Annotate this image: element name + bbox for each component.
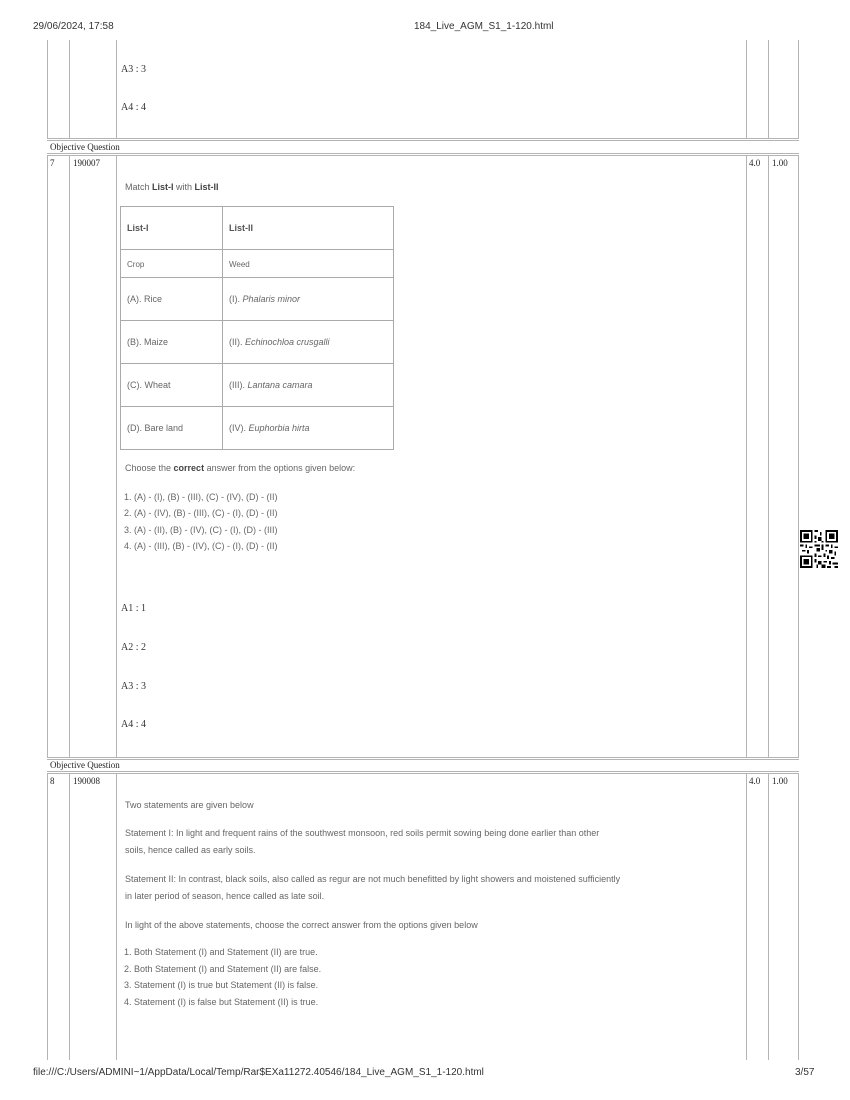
question-number: 8 <box>50 776 55 786</box>
negative-marks: 1.00 <box>772 776 788 786</box>
question-type-label: Objective Question <box>50 760 120 770</box>
negative-marks: 1.00 <box>772 158 788 168</box>
question-number: 7 <box>50 158 55 168</box>
weed-name: Echinochloa crusgalli <box>245 337 330 347</box>
table-row <box>121 278 394 321</box>
column-header: List-I <box>127 223 149 233</box>
weed-numeral: (III). <box>229 380 248 390</box>
qr-code-icon <box>800 530 838 568</box>
crop-cell: (B). Maize <box>121 321 223 364</box>
option-item: 4. (A) - (III), (B) - (IV), (C) - (I), (D) - (II) <box>124 541 278 551</box>
question-marks: 4.0 <box>749 158 761 168</box>
statement-2-line-2: in later period of season, hence called as late soil. <box>125 891 325 901</box>
option-item: 2. Both Statement (I) and Statement (II) are false. <box>124 964 322 974</box>
crop-cell: (C). Wheat <box>121 364 223 407</box>
weed-numeral: (IV). <box>229 423 249 433</box>
option-item: 1. Both Statement (I) and Statement (II) are true. <box>124 947 318 957</box>
weed-numeral: (I). <box>229 294 243 304</box>
question-id: 190007 <box>73 158 100 168</box>
statement-1-line-1: Statement I: In light and frequent rains of the southwest monsoon, red soils permit sowing being done earlier than other <box>125 828 600 838</box>
choose-instruction: In light of the above statements, choose the correct answer from the options given below <box>125 920 478 930</box>
column-header: List-II <box>229 223 253 233</box>
option-item: 1. (A) - (I), (B) - (III), (C) - (IV), (D) - (II) <box>124 492 278 502</box>
option-item: 3. (A) - (II), (B) - (IV), (C) - (I), (D) - (III) <box>124 525 278 535</box>
column-subheader: Crop <box>127 259 145 269</box>
page-number: 3/57 <box>795 1067 815 1078</box>
weed-name: Euphorbia hirta <box>248 423 310 433</box>
answer-option: A1 : 1 <box>121 603 146 614</box>
question-type-label: Objective Question <box>50 142 120 152</box>
choose-instruction: Choose the correct answer from the options given below: <box>125 463 356 473</box>
question-id: 190008 <box>73 776 100 786</box>
question-marks: 4.0 <box>749 776 761 786</box>
option-item: 3. Statement (I) is true but Statement (II) is false. <box>124 980 319 990</box>
weed-name: Lantana camara <box>247 380 313 390</box>
file-path: file:///C:/Users/ADMINI~1/AppData/Local/Temp/Rar$EXa11272.40546/184_Live_AGM_S1_1-120.html <box>33 1067 484 1078</box>
option-item: 4. Statement (I) is false but Statement (II) is true. <box>124 997 319 1007</box>
question-intro: Match List-I with List-II <box>125 182 219 192</box>
print-datetime: 29/06/2024, 17:58 <box>33 21 114 32</box>
statement-1-line-2: soils, hence called as early soils. <box>125 845 256 855</box>
crop-cell: (A). Rice <box>121 278 223 321</box>
answer-option: A3 : 3 <box>121 681 146 692</box>
answer-option: A4 : 4 <box>121 102 146 113</box>
answer-option: A4 : 4 <box>121 719 146 730</box>
weed-name: Phalaris minor <box>242 294 301 304</box>
table-row <box>121 364 394 407</box>
crop-cell: (D). Bare land <box>121 407 223 450</box>
statement-2-line-1: Statement II: In contrast, black soils, also called as regur are not much benefitted by light showers and moistened sufficiently <box>125 874 621 884</box>
option-item: 2. (A) - (IV), (B) - (III), (C) - (I), (D) - (II) <box>124 508 278 518</box>
column-subheader: Weed <box>229 259 250 269</box>
table-row <box>121 321 394 364</box>
question-intro: Two statements are given below <box>125 800 254 810</box>
answer-option: A3 : 3 <box>121 64 146 75</box>
answer-option: A2 : 2 <box>121 642 146 653</box>
table-row <box>121 407 394 450</box>
document-title: 184_Live_AGM_S1_1-120.html <box>414 21 554 32</box>
weed-numeral: (II). <box>229 337 245 347</box>
match-list-table <box>120 206 394 450</box>
